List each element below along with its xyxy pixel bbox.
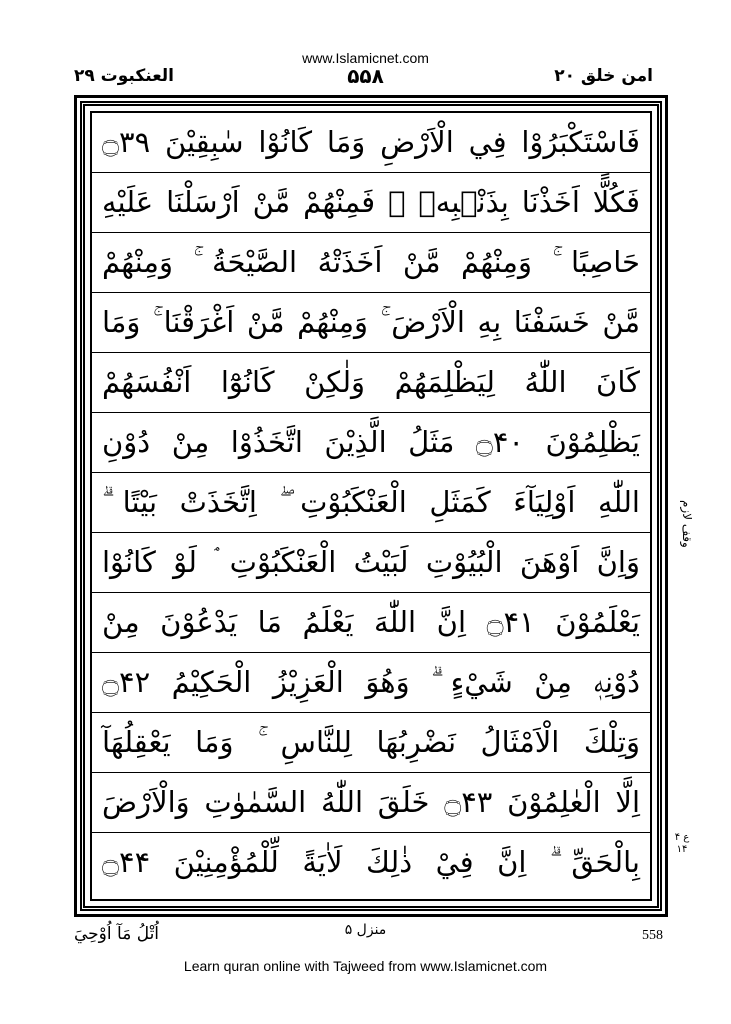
verse-line: اللّٰهِ اَوْلِيَآءَ كَمَثَلِ الْعَنْكَبُوْتِ ۖ اِتَّخَذَتْ بَيْتًا ۗ <box>92 473 650 533</box>
footer-tagline: Learn quran online with Tajweed from www.Islamicnet.com <box>183 958 548 974</box>
ruku-marker: ع ۴ ۱۴ <box>674 832 690 855</box>
waqf-margin-note: وقف لازم <box>680 500 694 548</box>
verse-line: بِالْحَقِّ ۗ اِنَّ فِيْ ذٰلِكَ لَاٰيَةً لِّلْمُؤْمِنِيْنَ ۝۴۴ <box>102 845 640 879</box>
verse-line: فَاسْتَكْبَرُوْا فِي الْاَرْضِ وَمَا كَانُوْا سٰبِقِيْنَ ۝۳۹ <box>92 113 650 173</box>
verse-line: حَاصِبًا ۚ وَمِنْهُمْ مَّنْ اَخَذَتْهُ الصَّيْحَةُ ۚ وَمِنْهُمْ <box>92 233 650 293</box>
page-number: 558 <box>642 928 663 943</box>
verse-line: وَتِلْكَ الْاَمْثَالُ نَضْرِبُهَا لِلنَّاسِ ۚ وَمَا يَعْقِلُهَآ <box>92 713 650 773</box>
header-url: www.Islamicnet.com <box>302 50 429 66</box>
verse-line: كَانَ اللّٰهُ لِيَظْلِمَهُمْ وَلٰكِنْ كَانُوْٓا اَنْفُسَهُمْ <box>92 353 650 413</box>
next-page-words: اُتْلُ مَآ اُوْحِيَ <box>74 924 160 944</box>
surah-name: العنکبوت ۲۹ <box>74 66 174 86</box>
verse-line: مَّنْ خَسَفْنَا بِهِ الْاَرْضَ ۚ وَمِنْهُمْ مَّنْ اَغْرَقْنَا ۚ وَمَا <box>92 293 650 353</box>
verse-line: اِلَّا الْعٰلِمُوْنَ ۝۴۳ خَلَقَ اللّٰهُ السَّمٰوٰتِ وَالْاَرْضَ <box>92 773 650 833</box>
verse-line: وَاِنَّ اَوْهَنَ الْبُيُوْتِ لَبَيْتُ الْعَنْكَبُوْتِ ۘ لَوْ كَانُوْا <box>92 533 650 593</box>
juz-name: امن خلق ۲۰ <box>554 66 653 86</box>
page-number-arabic: ۵۵۸ <box>347 64 384 88</box>
verse-panel <box>90 111 652 901</box>
verse-line: يَعْلَمُوْنَ ۝۴۱ اِنَّ اللّٰهَ يَعْلَمُ مَا يَدْعُوْنَ مِنْ <box>92 593 650 653</box>
verse-line: يَظْلِمُوْنَ ۝۴۰ مَثَلُ الَّذِيْنَ اتَّخَذُوْا مِنْ دُوْنِ <box>92 413 650 473</box>
verse-line: دُوْنِهٖ مِنْ شَيْءٍ ۗ وَهُوَ الْعَزِيْزُ الْحَكِيْمُ ۝۴۲ <box>92 653 650 713</box>
verse-line: فَكُلًّا اَخَذْنَا بِذَنْۢبِهٖ ۚ فَمِنْهُمْ مَّنْ اَرْسَلْنَا عَلَيْهِ <box>92 173 650 233</box>
manzil-label: منزل ۵ <box>344 922 387 938</box>
